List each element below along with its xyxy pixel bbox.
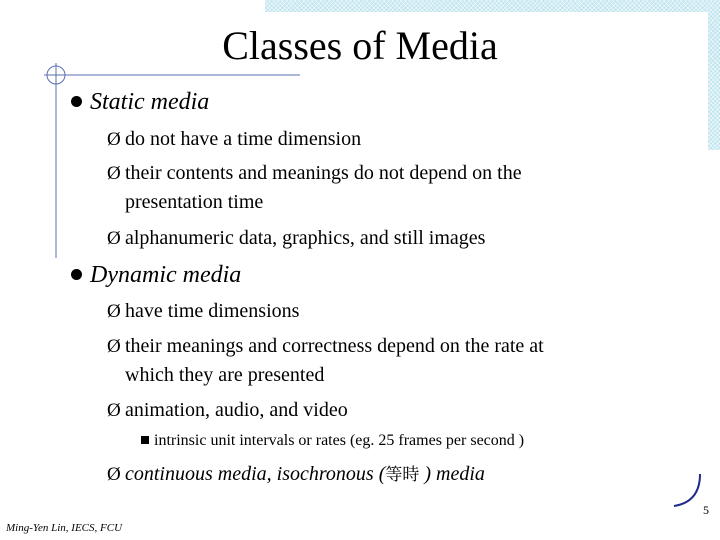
- dynamic-item-2: Ø their meanings and correctness depend on the rate at: [107, 335, 544, 357]
- arrow-bullet-icon: Ø: [107, 163, 121, 184]
- static-item-2-continued: presentation time: [125, 191, 264, 213]
- bullet-dot-icon: [71, 96, 82, 107]
- dynamic-item-1: Ø have time dimensions: [107, 300, 300, 322]
- slide-title: Classes of Media: [222, 23, 498, 68]
- static-heading: Static media: [90, 89, 210, 115]
- footer-author: Ming-Yen Lin, IECS, FCU: [6, 522, 123, 534]
- arrow-bullet-icon: Ø: [107, 336, 121, 357]
- dynamic-heading: Dynamic media: [90, 262, 242, 288]
- dynamic-item-3: Ø animation, audio, and video: [107, 399, 348, 421]
- arrow-bullet-icon: Ø: [107, 301, 121, 322]
- bullet-dot-icon: [71, 269, 82, 280]
- dynamic-sub-item: intrinsic unit intervals or rates (eg. 25 frames per second ): [141, 431, 524, 451]
- bullet-dynamic-media: [71, 261, 241, 289]
- arrow-bullet-icon: Ø: [107, 464, 121, 485]
- bullet-static-media: [71, 88, 209, 116]
- static-item-2: Ø their contents and meanings do not depend on the: [107, 162, 522, 184]
- dynamic-item-continuous: Ø continuous media, isochronous (等時 ) media: [107, 463, 485, 485]
- arrow-bullet-icon: Ø: [107, 129, 121, 150]
- dynamic-item-2-continued: which they are presented: [125, 364, 325, 386]
- arrow-bullet-icon: Ø: [107, 228, 121, 249]
- page-number: 5: [703, 503, 709, 517]
- arrow-bullet-icon: Ø: [107, 400, 121, 421]
- static-item-1: Ø do not have a time dimension: [107, 128, 362, 150]
- static-item-3: Ø alphanumeric data, graphics, and still images: [107, 227, 486, 249]
- square-bullet-icon: [141, 436, 149, 444]
- cjk-term: 等時: [385, 465, 420, 485]
